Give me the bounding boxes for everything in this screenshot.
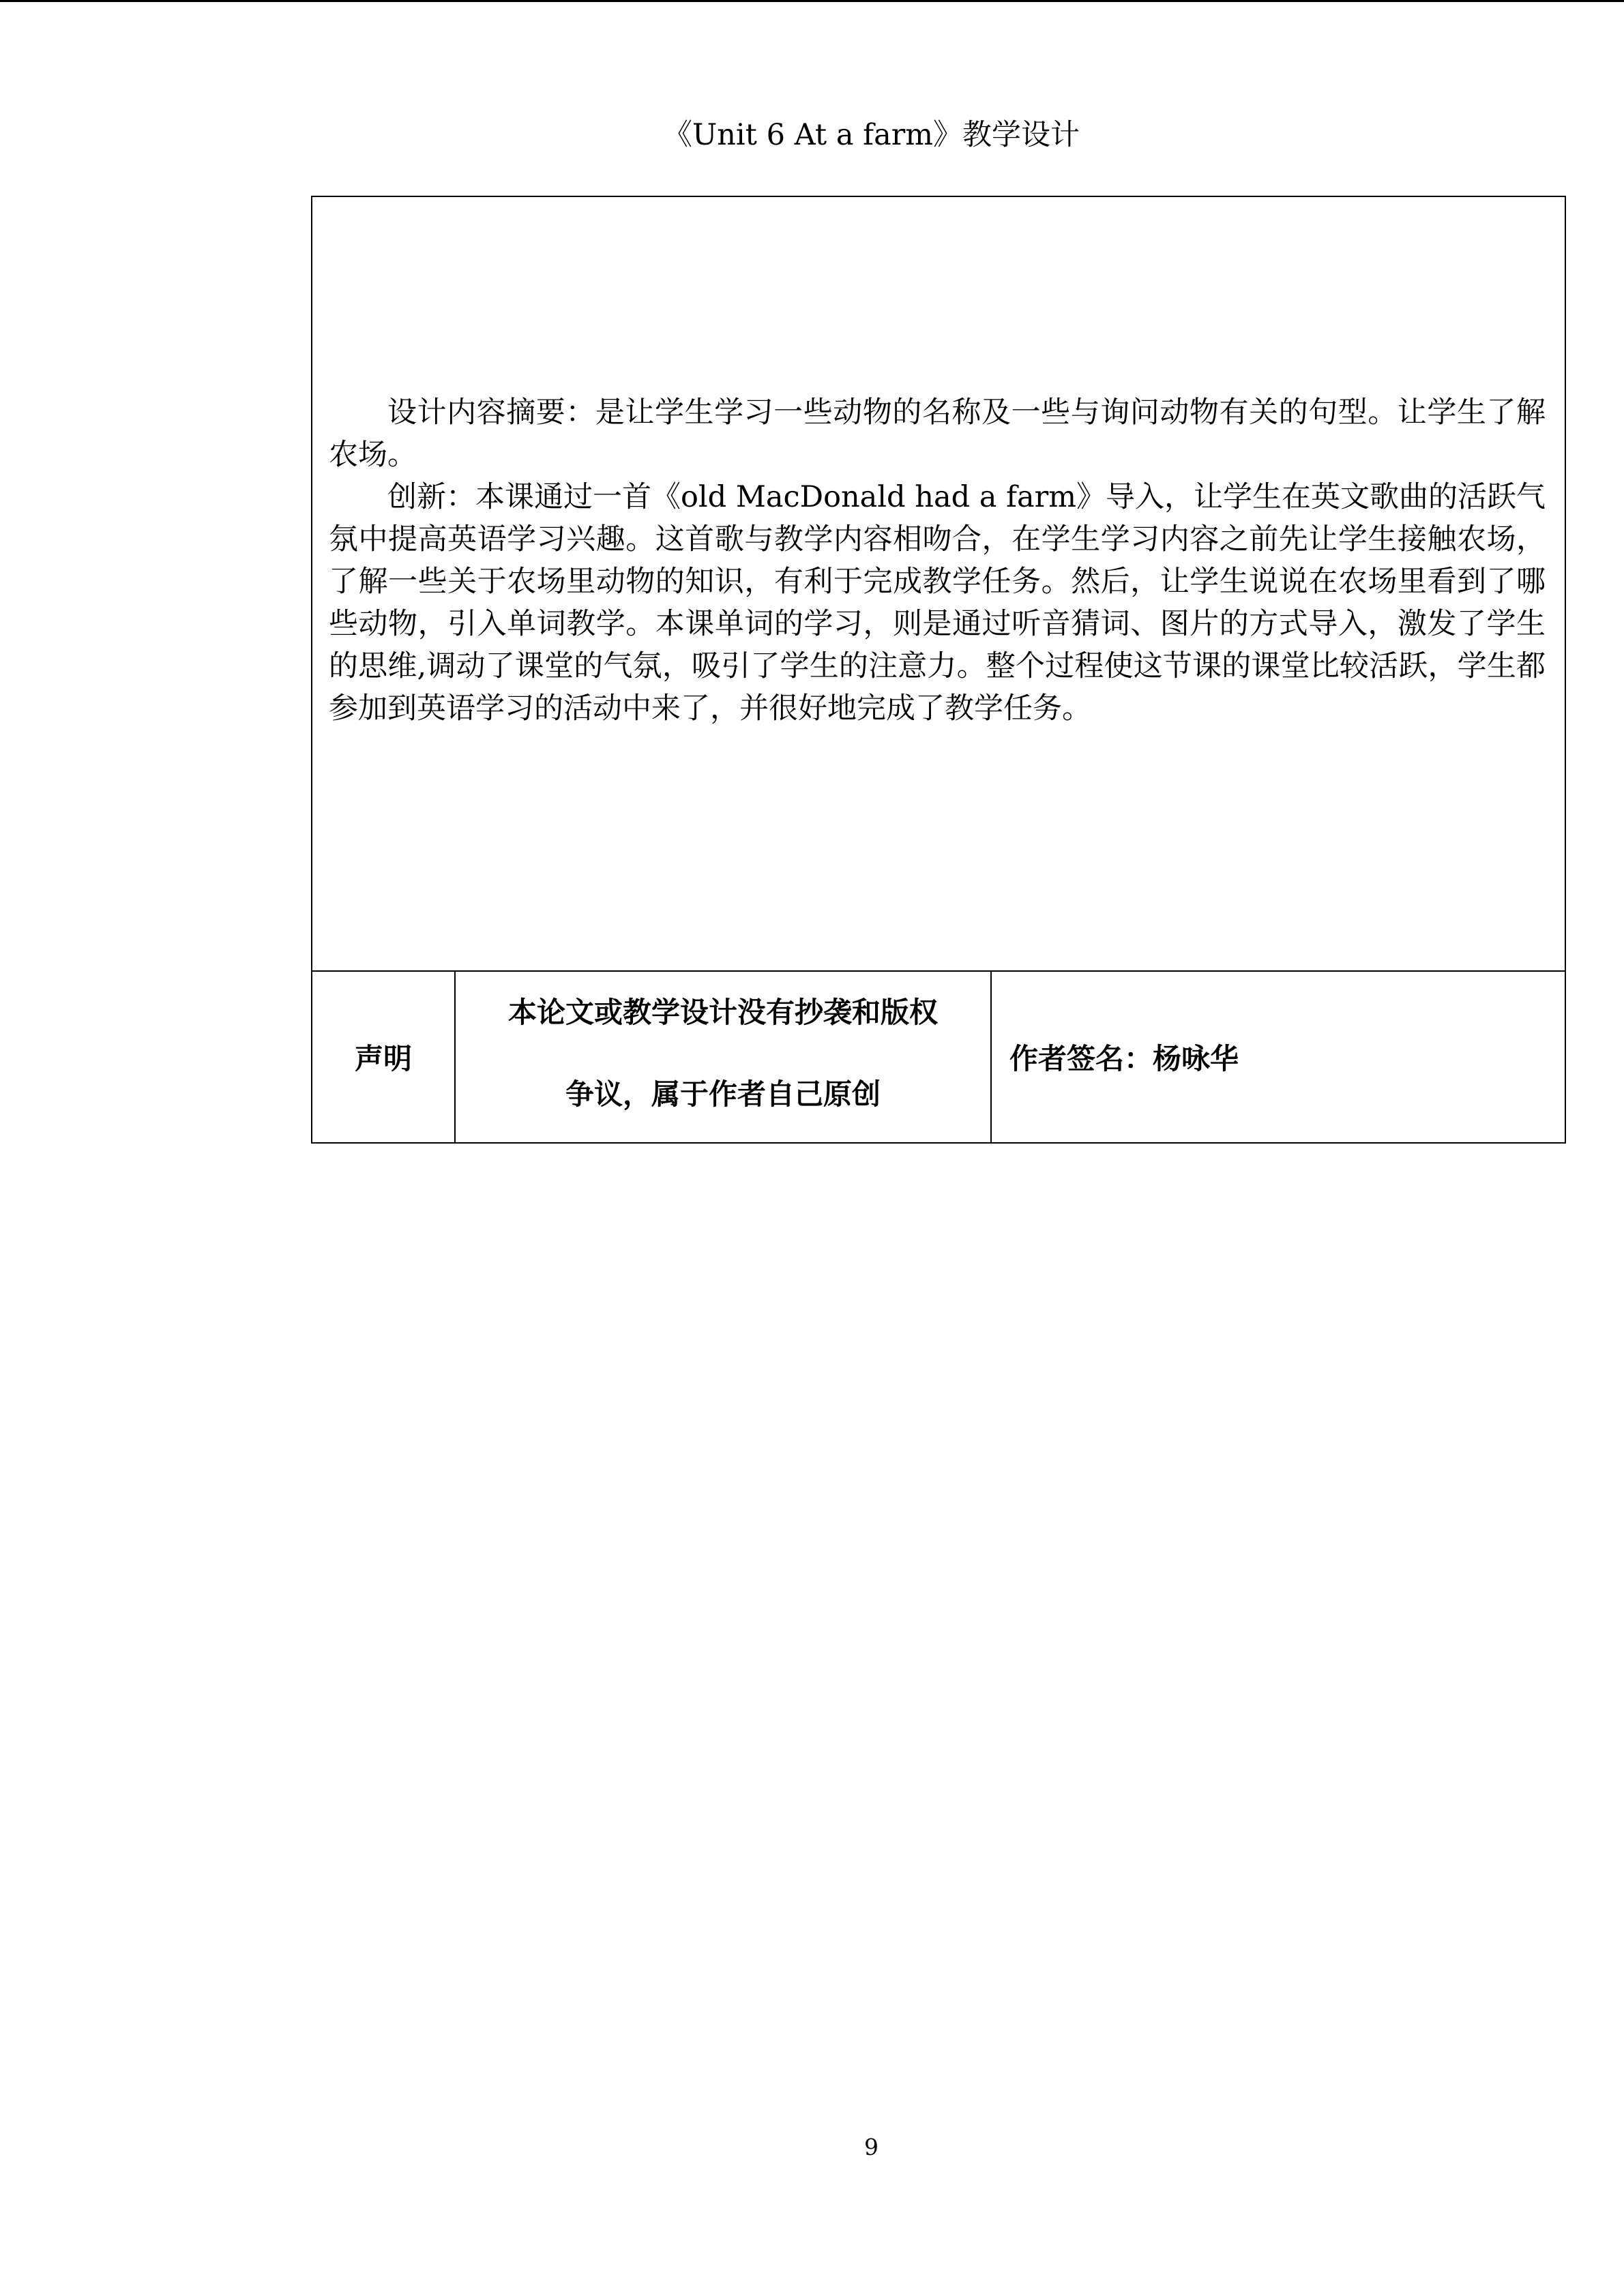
page-number: 9 (864, 2134, 879, 2160)
declaration-row (312, 972, 1565, 1142)
summary-text (329, 391, 1546, 730)
innovation-paragraph: 创新：本课通过一首《old MacDonald had a farm》导入，让学生在英文歌曲的活跃气氛中提高英语学习兴趣。这首歌与教学内容相吻合，在学生学习内容之前先让学生接触农场，了解一些关于农场里动物的知识，有利于完成教学任务。然后，让学生说说在农场里看到了哪些动物，引入单词教学。本课单词的学习，则是通过听音猜词、图片的方式导入，激发了学生的思维,调动了课堂的气氛，吸引了学生的注意力。整个过程使这节课的课堂比较活跃，学生都参加到英语学习的活动中来了，并很好地完成了教学任务。 (329, 480, 1546, 726)
declaration-label: 声明 (312, 972, 456, 1142)
author-signature: 作者签名：杨咏华 (1009, 1042, 1239, 1075)
page-top-border (0, 0, 1624, 2)
summary-paragraph: 设计内容摘要：是让学生学习一些动物的名称及一些与询问动物有关的句型。让学生了解农场。 (329, 396, 1546, 472)
document-title: 《Unit 6 At a farm》教学设计 (662, 118, 1080, 152)
design-table (311, 196, 1566, 1144)
summary-cell (312, 197, 1565, 972)
declaration-statement-line: 本论文或教学设计没有抄袭和版权 (507, 996, 938, 1029)
declaration-statement-cell (456, 972, 992, 1142)
declaration-statement-line: 争议，属于作者自己原创 (565, 1077, 881, 1111)
